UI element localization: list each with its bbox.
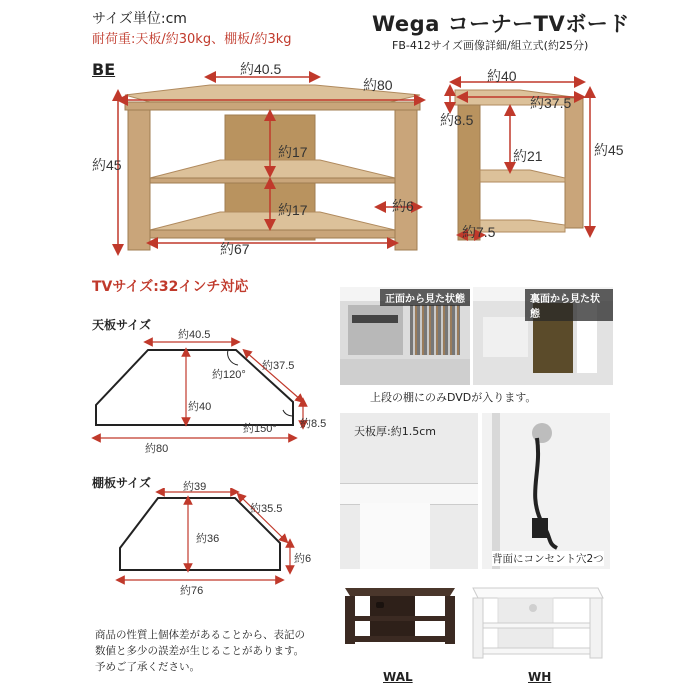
front-dim-full-width: 約80 (363, 77, 393, 93)
top-board-title: 天板サイズ (92, 318, 152, 332)
thickness-photo (340, 413, 478, 569)
color-code-label: BE (92, 60, 116, 79)
top-board-edge (125, 102, 420, 110)
front-dim-bottom-width: 約67 (220, 241, 250, 257)
back-view-label: 裏面から見た状態 (525, 289, 613, 321)
side-dim-shelf: 約21 (513, 148, 543, 164)
shelf-board-dim-top: 約39 (183, 481, 207, 493)
variant-wh-label: WH (528, 670, 552, 684)
tv-size-label: TVサイズ:32インチ対応 (92, 279, 249, 295)
top-board-dim-diag: 約37.5 (262, 360, 295, 372)
side-right-panel (565, 98, 583, 228)
load-capacity-label: 耐荷重:天板/約30kg、棚板/約3kg (92, 32, 292, 47)
top-board-angle2: 約150° (243, 423, 277, 435)
bottom-shelf (150, 212, 395, 230)
side-dim-diag: 約37.5 (530, 95, 572, 111)
left-side-panel (128, 110, 150, 250)
side-dim-base: 約7.5 (462, 224, 496, 240)
top-board-dim-side: 約8.5 (300, 418, 327, 430)
right-side-panel (395, 110, 417, 250)
front-dim-shelf-gap2: 約17 (278, 202, 308, 218)
top-board-dim-bottom: 約80 (145, 443, 169, 455)
side-dim-edge: 約8.5 (440, 112, 474, 128)
disclaimer-note: 商品の性質上個体差があることから、表記の数値と多少の誤差が生じることがあります。予めご了承ください。 (95, 629, 305, 673)
variant-wal-label: WAL (383, 670, 413, 684)
front-dim-depth-small: 約6 (392, 198, 414, 214)
outlet-photo (482, 413, 610, 569)
shelf-board-dim-diag: 約35.5 (250, 503, 283, 515)
front-dim-height: 約45 (92, 157, 122, 173)
shelf-board-dim-side: 約6 (294, 553, 312, 565)
front-dim-shelf-gap1: 約17 (278, 144, 308, 160)
back-view-photo (473, 287, 613, 385)
unit-label: サイズ単位:cm (92, 11, 187, 27)
top-board-angle1: 約120° (212, 369, 246, 381)
product-title: Wega コーナーTVボード (372, 12, 630, 36)
top-board-dim-top: 約40.5 (178, 329, 211, 341)
product-subtitle: FB-412サイズ画像詳細/組立式(約25分) (392, 39, 589, 52)
variant-wh-image (468, 578, 608, 663)
front-view-photo (340, 287, 470, 385)
top-board-diagram (88, 330, 338, 455)
front-dim-top-width: 約40.5 (240, 61, 282, 77)
thickness-label: 天板厚:約1.5cm (354, 425, 436, 438)
variant-wal-image (340, 578, 460, 648)
side-dim-height: 約45 (594, 142, 624, 158)
top-board-dim-depth: 約40 (188, 401, 212, 413)
shelf-board-dim-depth: 約36 (196, 533, 220, 545)
dvd-caption: 上段の棚にのみDVDが入ります。 (370, 391, 537, 404)
front-view-label: 正面から見た状態 (380, 289, 470, 306)
shelf-board-title: 棚板サイズ (92, 476, 152, 490)
shelf-board-dim-bottom: 約76 (180, 585, 204, 597)
middle-shelf (150, 160, 395, 178)
outlet-label: 背面にコンセント穴2つ (492, 553, 604, 565)
side-dim-top: 約40 (487, 68, 517, 84)
